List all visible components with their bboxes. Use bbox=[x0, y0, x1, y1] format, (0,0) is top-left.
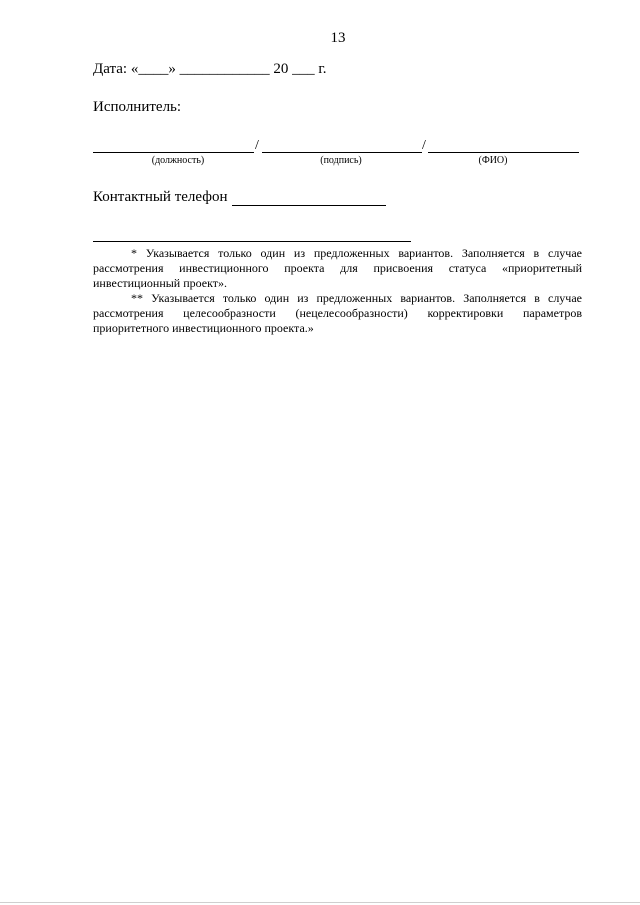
date-line: Дата: «____» ____________ 20 ___ г. bbox=[93, 61, 327, 77]
page-number: 13 bbox=[330, 30, 346, 46]
footnote-1: * Указывается только один из предложенных вариантов. Заполняется в случае рассмотрения инвестиционного проекта для присвоения статуса «приоритетный инвестиционный проект». bbox=[93, 246, 582, 290]
full-name-caption: (ФИО) bbox=[478, 155, 508, 166]
signature-slash-2: / bbox=[422, 138, 426, 153]
position-blank-line bbox=[93, 152, 254, 153]
contact-phone-blank-line bbox=[232, 205, 386, 206]
position-caption: (должность) bbox=[151, 155, 205, 166]
footnote-2: ** Указывается только один из предложенных вариантов. Заполняется в случае рассмотрения целесообразности (нецелесообразности) корректировки параметров приоритетного инвестиционного проекта.» bbox=[93, 291, 582, 335]
executor-label: Исполнитель: bbox=[93, 99, 182, 115]
signature-slash-1: / bbox=[255, 138, 259, 153]
signature-caption: (подпись) bbox=[320, 155, 362, 166]
page-bottom-edge bbox=[0, 902, 640, 903]
footnote-separator bbox=[93, 241, 411, 242]
full-name-blank-line bbox=[428, 152, 579, 153]
contact-phone-label: Контактный телефон bbox=[93, 189, 228, 205]
signature-blank-line bbox=[262, 152, 422, 153]
